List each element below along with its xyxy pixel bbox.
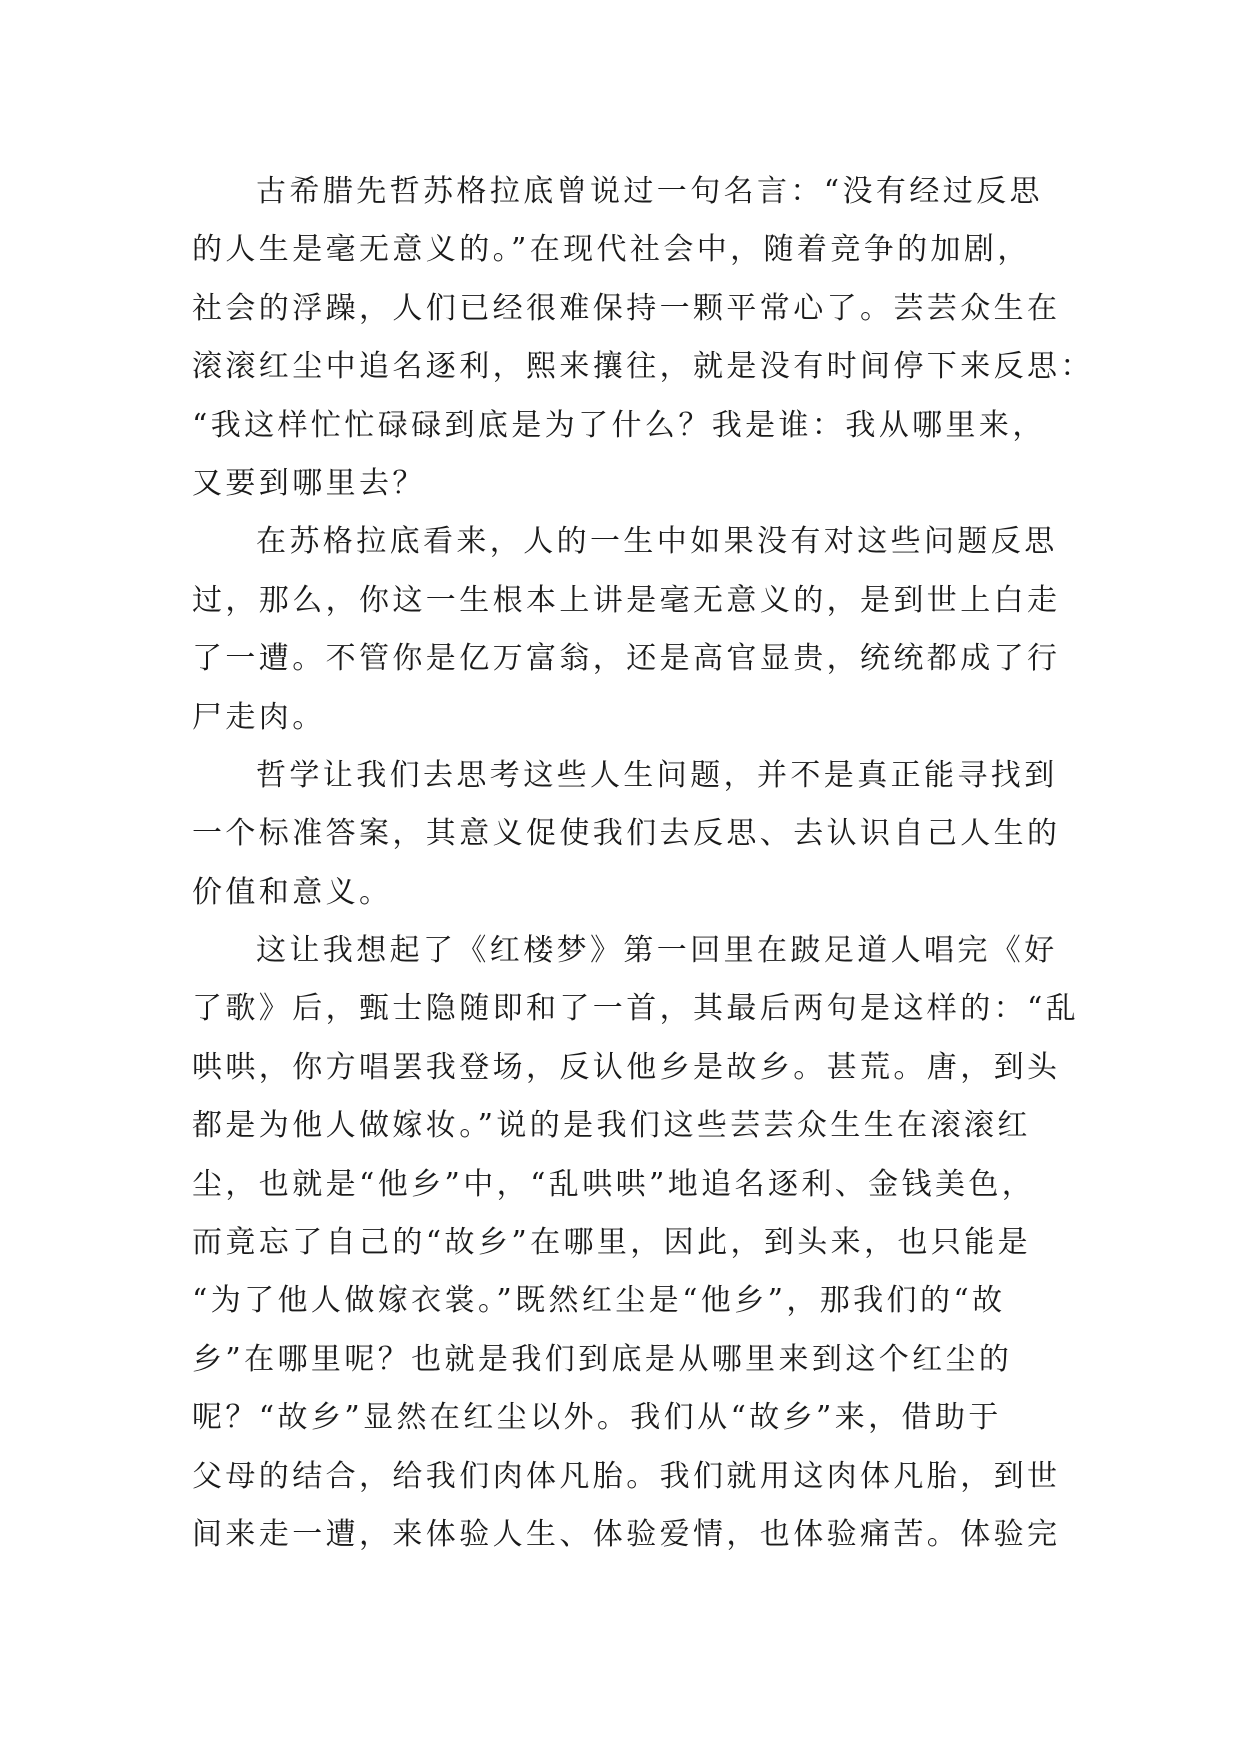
text-line: 的人生是毫无意义的。”在现代社会中，随着竞争的加剧， [192, 232, 1031, 268]
text-line: 呢？“故乡”显然在红尘以外。我们从“故乡”来，借助于 [192, 1400, 1002, 1436]
body-text [192, 163, 1094, 1623]
text-line: 父母的结合，给我们肉体凡胎。我们就用这肉体凡胎，到世 [192, 1458, 1061, 1494]
text-line: 过，那么，你这一生根本上讲是毫无意义的，是到世上白走 [192, 582, 1061, 618]
text-line [192, 1564, 1052, 1622]
text-line: 滚滚红尘中追名逐利，熙来攘往，就是没有时间停下来反思： [192, 349, 1094, 385]
text-line: 了一遭。不管你是亿万富翁，还是高官显贵，统统都成了行 [192, 641, 1061, 677]
text-line: 哄哄，你方唱罢我登场，反认他乡是故乡。甚荒。唐，到头 [192, 1049, 1061, 1085]
paragraph-3 [192, 747, 1061, 922]
text-line: 而竟忘了自己的“故乡”在哪里，因此，到头来，也只能是 [192, 1225, 1032, 1261]
text-line: 间来走一遭，来体验人生、体验爱情，也体验痛苦。体验完 [192, 1516, 1061, 1552]
text-line: 这让我想起了《红楼梦》第一回里在跛足道人唱完《好 [256, 933, 1058, 969]
text-line: 乡”在哪里呢？也就是我们到底是从哪里来到这个红尘的 [192, 1341, 1013, 1377]
text-line: 社会的浮躁，人们已经很难保持一颗平常心了。芸芸众生在 [192, 290, 1061, 326]
text-line: 又要到哪里去？ [192, 465, 426, 501]
paragraph-4 [192, 922, 1080, 1623]
text-line: 古希腊先哲苏格拉底曾说过一句名言：“没有经过反思 [256, 174, 1043, 209]
text-line: 了歌》后，甄士隐随即和了一首，其最后两句是这样的：“乱 [192, 991, 1080, 1027]
text-line: “为了他人做嫁衣裳。”既然红尘是“他乡”，那我们的“故 [192, 1283, 1006, 1319]
text-line: 尘，也就是“他乡”中，“乱哄哄”地追名逐利、金钱美色， [192, 1166, 1036, 1202]
text-line: 一个标准答案，其意义促使我们去反思、去认识自己人生的 [192, 816, 1061, 852]
paragraph-2 [192, 513, 1061, 747]
text-line: 在苏格拉底看来，人的一生中如果没有对这些问题反思 [256, 524, 1058, 560]
paragraph-1 [192, 163, 1094, 513]
text-line: “我这样忙忙碌碌到底是为了什么？我是谁：我从哪里来， [192, 407, 1046, 443]
text-line: 尸走肉。 [192, 699, 326, 735]
text-line: 都是为他人做嫁妆。”说的是我们这些芸芸众生生在滚滚红 [192, 1108, 1031, 1144]
text-line: 价值和意义。 [192, 874, 393, 910]
text-line: 哲学让我们去思考这些人生问题，并不是真正能寻找到 [256, 757, 1058, 793]
